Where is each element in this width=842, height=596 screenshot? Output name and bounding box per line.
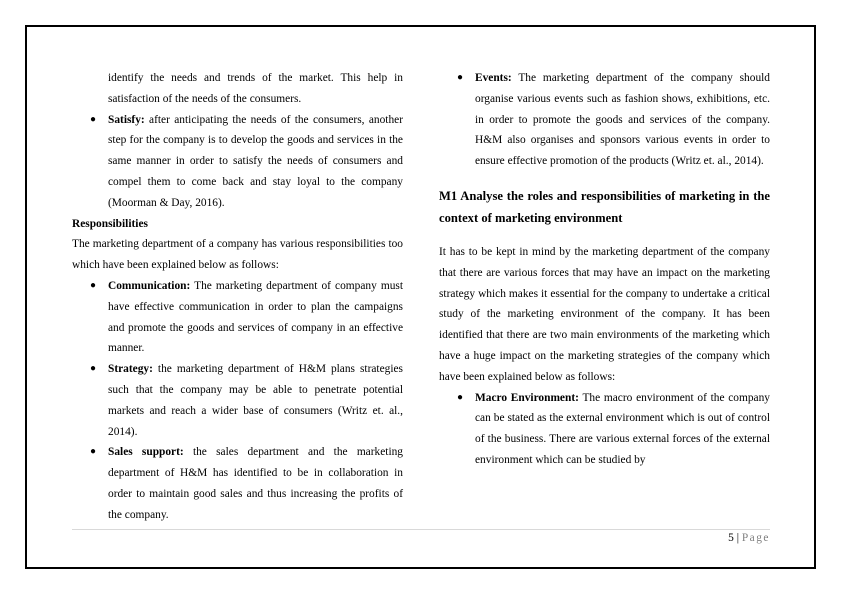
bullet-dot-icon: ● — [90, 279, 97, 291]
bullet-dot-icon: ● — [457, 391, 464, 403]
bullet-term: Events: — [475, 72, 512, 84]
page-label: Page — [741, 532, 770, 544]
bullet-satisfy — [72, 110, 403, 214]
bullet-text: after anticipating the needs of the consumers, another step for the company is to develop the goods and services in the same manner in order to satisfy the needs of consumers and compel them to come back and stay loyal to the company (Moorman & Day, 2016). — [108, 113, 403, 209]
bullet-strategy — [72, 359, 403, 442]
bullet-term: Macro Environment: — [475, 391, 579, 404]
bullet-text: the marketing department of H&M plans strategies such that the company may be able to penetrate potential markets and reach a wider base of consumers (Writz et. al., 2014). — [108, 363, 403, 438]
m1-paragraph: It has to be kept in mind by the marketing department of the company that there are various forces that may have an impact on the marketing strategy which makes it essential for the company to undertake a critical study of the marketing environment of the company. It has been identified that there are two main environments of the marketing which have a huge impact on the marketing strategies of the company which have been explained below as follows: — [439, 245, 770, 383]
right-column — [439, 68, 770, 471]
page-footer — [728, 530, 770, 546]
section-heading-m1: M1 Analyse the roles and responsibilities of marketing in the context of marketing environment — [439, 188, 770, 225]
bullet-term: Communication: — [108, 279, 191, 292]
page-number: 5 — [728, 532, 734, 544]
bullet-dot-icon: ● — [90, 446, 97, 458]
bullet-text: the sales department and the marketing department of H&M has identified to be in collaboration in order to maintain good sales and thus increasing the profits of the company. — [108, 446, 403, 521]
continuation-text: identify the needs and trends of the market. This help in satisfaction of the needs of the consumers. — [108, 72, 403, 105]
footer-separator: | — [733, 532, 742, 544]
footer-divider — [72, 529, 770, 530]
bullet-term: Strategy: — [108, 363, 153, 376]
bullet-macro-environment — [439, 388, 770, 471]
responsibilities-heading: Responsibilities — [72, 217, 148, 230]
bullet-dot-icon: ● — [457, 72, 464, 83]
left-column — [72, 68, 403, 526]
bullet-dot-icon: ● — [90, 363, 97, 375]
bullet-communication — [72, 276, 403, 359]
bullet-dot-icon: ● — [90, 113, 97, 125]
bullet-term: Satisfy: — [108, 113, 145, 126]
bullet-text: The macro environment of the company can be stated as the external environment which is out of control of the business. There are various external forces of the external environment which can be studied by — [475, 391, 770, 466]
bullet-events — [439, 68, 770, 172]
bullet-sales-support — [72, 442, 403, 525]
bullet-term: Sales support: — [108, 446, 184, 459]
bullet-text: The marketing department of the company should organise various events such as fashion shows, exhibitions, etc. in order to promote the goods and services of the company. H&M also organises and sponsors various events in order to ensure effective promotion of the products (Writz et. al., 2014). — [475, 72, 770, 168]
bullet-text: The marketing department of company must have effective communication in order to plan the campaigns and promote the goods and services of company in an effective manner. — [108, 279, 403, 355]
responsibilities-intro: The marketing department of a company has various responsibilities too which have been explained below as follows: — [72, 238, 403, 272]
